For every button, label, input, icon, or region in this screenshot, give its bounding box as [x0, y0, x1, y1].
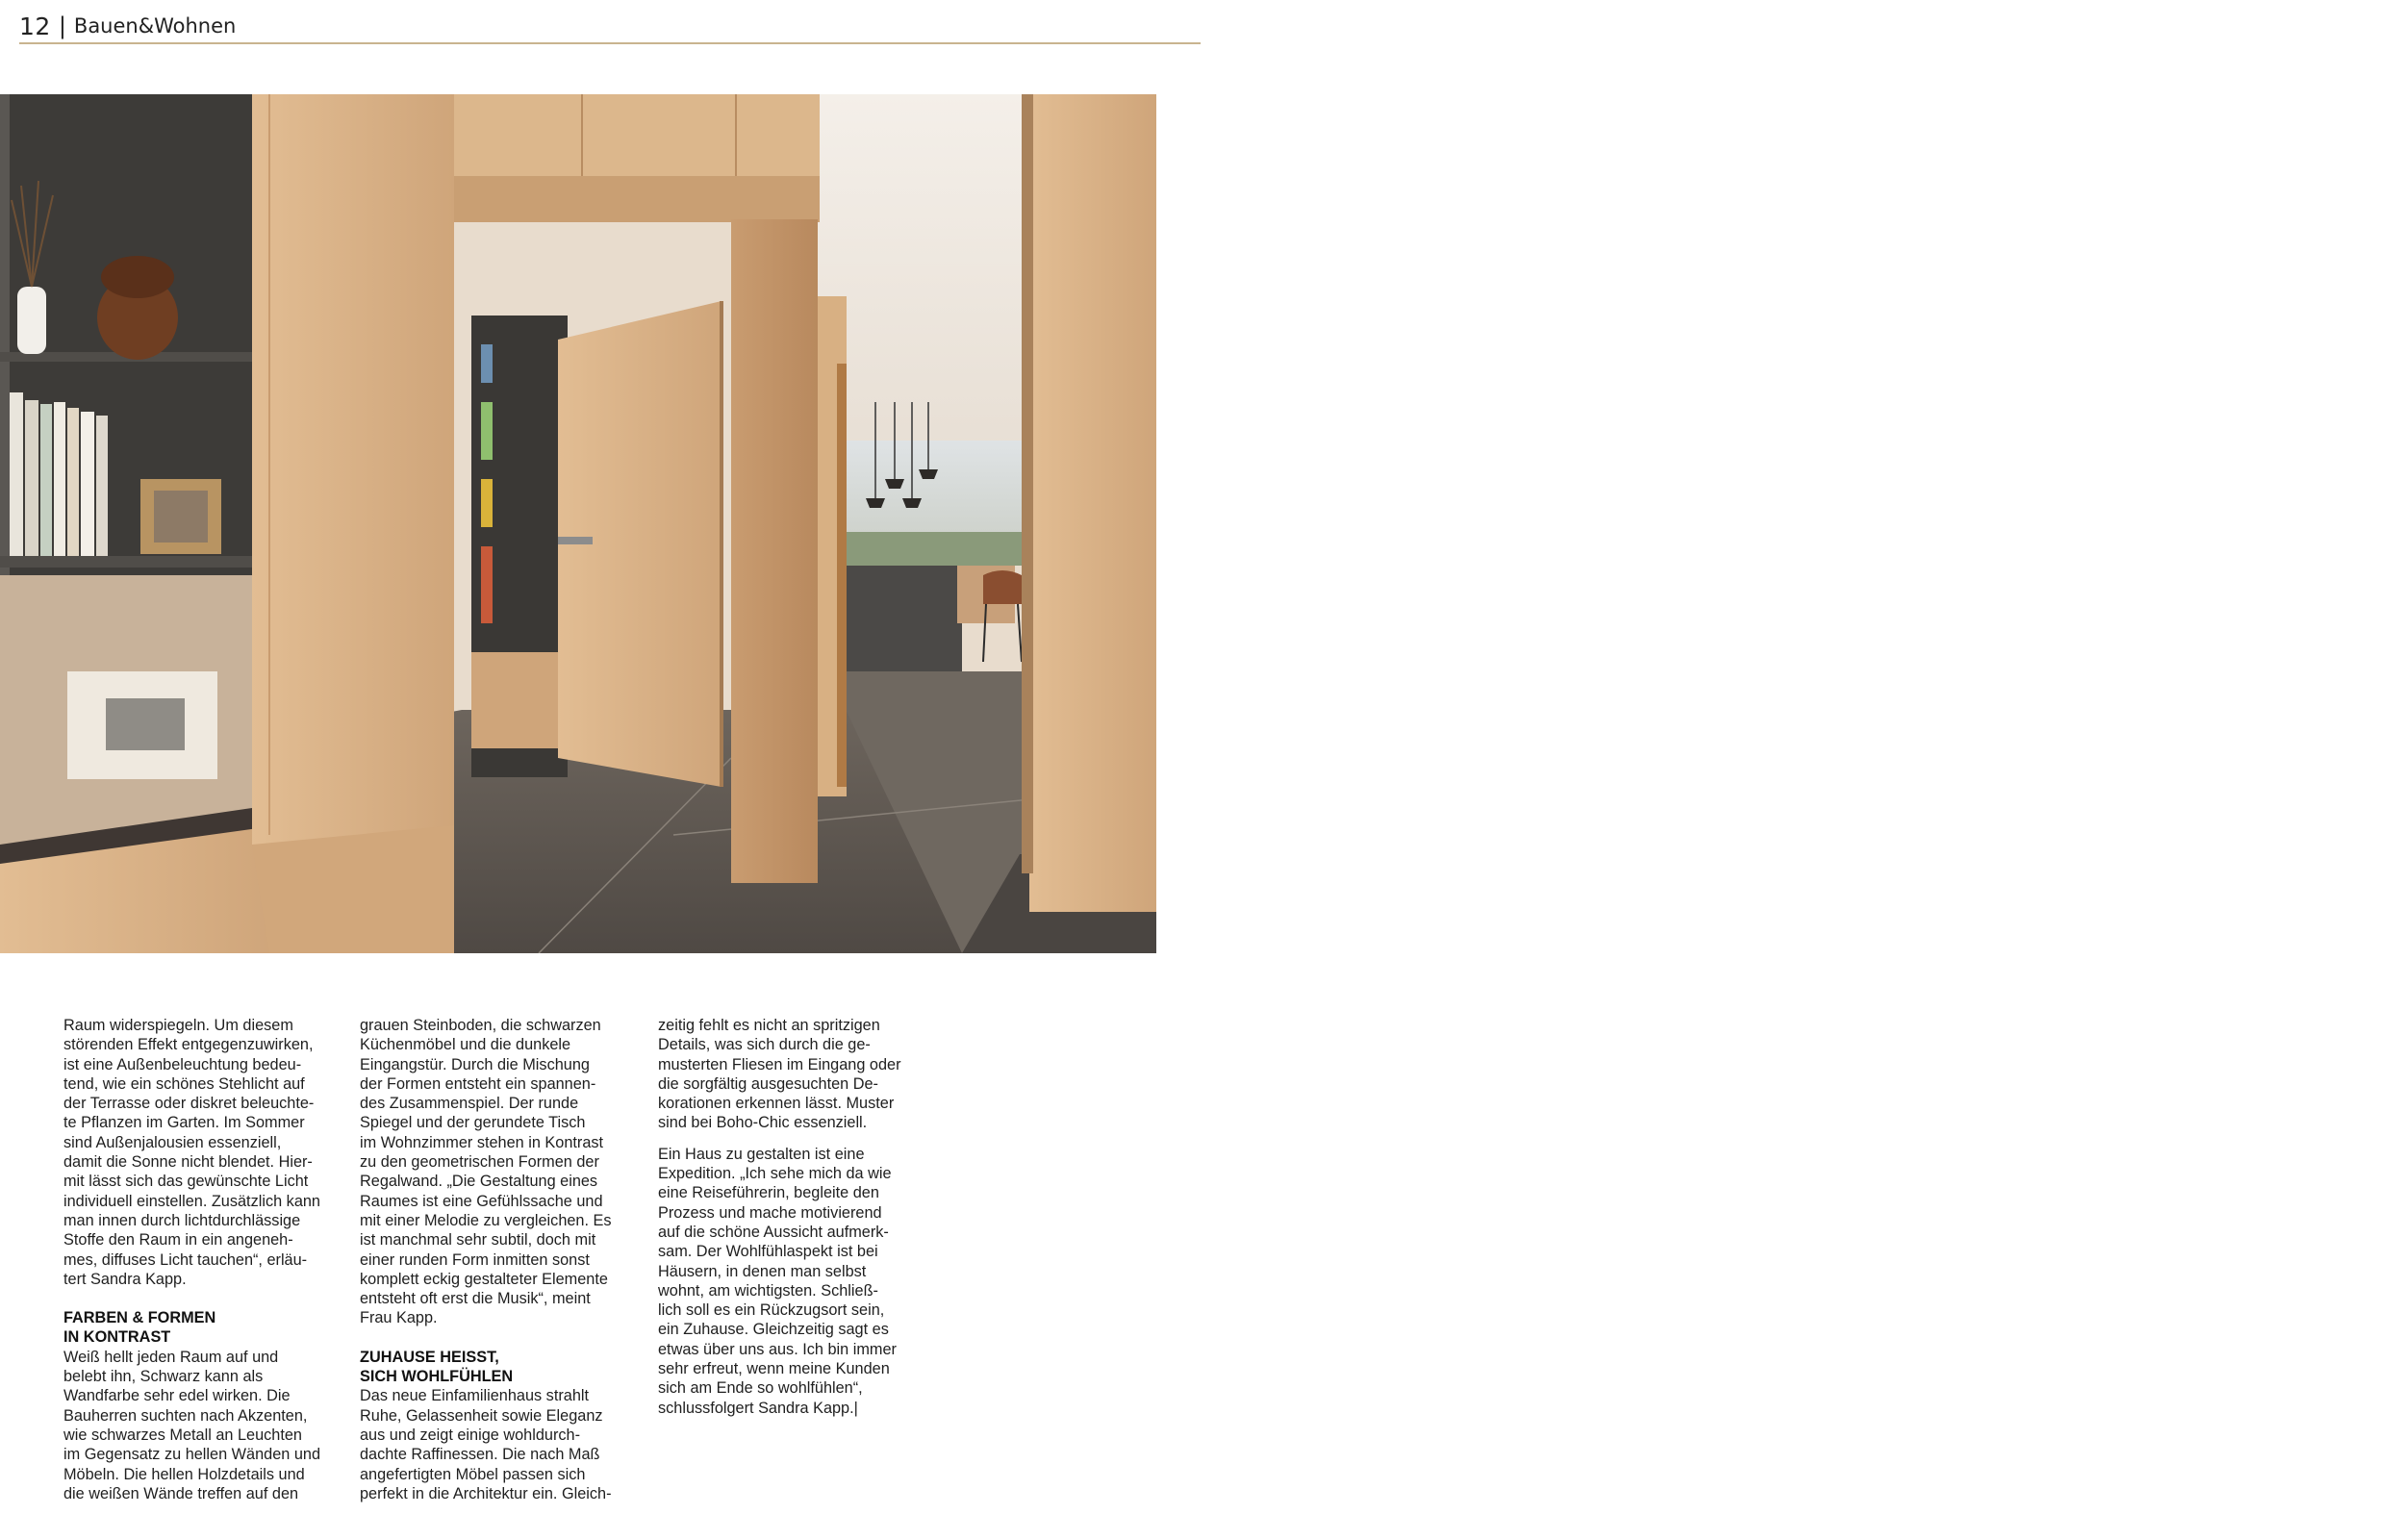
door-handle [558, 537, 593, 544]
sliding-door-panel [1029, 94, 1156, 912]
column3-paragraph-2: Ein Haus zu gestalten ist eine Expedition. „Ich sehe mich da wie eine Reiseführerin, begleite den Prozess und mache motivierend auf die schöne Aussicht aufmerk- sam. Der Wohlfühlaspekt ist bei Häusern, in denen man selbst wohnt, am wichtigsten. Schließ- lich soll es ein Rückzugsort sein, ein Zuhause. Gleichzeitig sagt es etwas über uns aus. Ich bin immer sehr erfreut, wenn meine Kunden sich am Ende so wohlfühlen“, schlussfolgert Sandra Kapp.| [658, 1145, 897, 1417]
header-separator: | [58, 13, 66, 39]
bar-chair [983, 570, 1022, 604]
subheading-zuhause: ZUHAUSE HEISST, SICH WOHLFÜHLEN [360, 1348, 514, 1386]
text-column-3 [658, 1016, 929, 1418]
column2-paragraph-2: Das neue Einfamilienhaus strahlt Ruhe, Gelassenheit sowie Eleganz aus und zeigt einige wohldurch- dachte Raffinessen. Die nach Maß angefertigten Möbel passen sich perfekt in die Architektur ein. Gleich- [360, 1387, 612, 1502]
section-title: Bauen&Wohnen [73, 14, 237, 38]
column3-paragraph-1: zeitig fehlt es nicht an spritzigen Details, was sich durch die ge- musterten Fliesen im Eingang oder die sorgfältig ausgesuchten De- korationen erkennen lässt. Muster sind bei Boho-Chic essenziell. [658, 1017, 901, 1132]
column1-paragraph-2: Weiß hellt jeden Raum auf und belebt ihn, Schwarz kann als Wandfarbe sehr edel wirken. Die Bauherren suchten nach Akzenten, wie schwarzes Metall an Leuchten im Gegensatz zu hellen Wänden und Möbeln. Die hellen Holzdetails und die weißen Wände treffen auf den [63, 1348, 320, 1502]
page-header [19, 10, 1201, 44]
text-column-1 [63, 1016, 335, 1503]
column1-paragraph-1: Raum widerspiegeln. Um diesem störenden Effekt entgegenzuwirken, ist eine Außenbeleuchtung bedeu- tend, wie ein schönes Stehlicht auf der Terrasse oder diskret beleuchte- te Pflanzen im Garten. Im Sommer sind Außenjalousien essenziell, damit die Sonne nicht blendet. Hier- mit lässt sich das gewünschte Licht individuell einstellen. Zusätzlich kann man innen durch lichtdurchlässige Stoffe den Raum in ein angeneh- mes, diffuses Licht tauchen“, erläu- tert Sandra Kapp. [63, 1017, 320, 1288]
text-column-2 [360, 1016, 631, 1503]
kitchen-island [847, 566, 962, 671]
interior-photo [0, 94, 1156, 953]
overhead-cabinets [454, 94, 820, 176]
column2-paragraph-1: grauen Steinboden, die schwarzen Küchenmöbel und die dunkele Eingangstür. Durch die Mischung der Formen entsteht ein spannen- des Zusammenspiel. Der runde Spiegel und der gerundete Tisch im Wohnzimmer stehen in Kontrast zu den geometrischen Formen der Regalwand. „Die Gestaltung eines Raumes ist eine Gefühlssache und mit einer Melodie zu vergleichen. Es ist manchmal sehr subtil, doch mit einer runden Form inmitten sonst komplett eckig gestalteter Elemente entsteht oft erst die Musik“, meint Frau Kapp. [360, 1017, 612, 1327]
page-number: 12 [19, 12, 51, 40]
subheading-farben-formen: FARBEN & FORMEN IN KONTRAST [63, 1309, 216, 1347]
wood-column [731, 219, 818, 883]
wood-wardrobe [252, 94, 454, 845]
